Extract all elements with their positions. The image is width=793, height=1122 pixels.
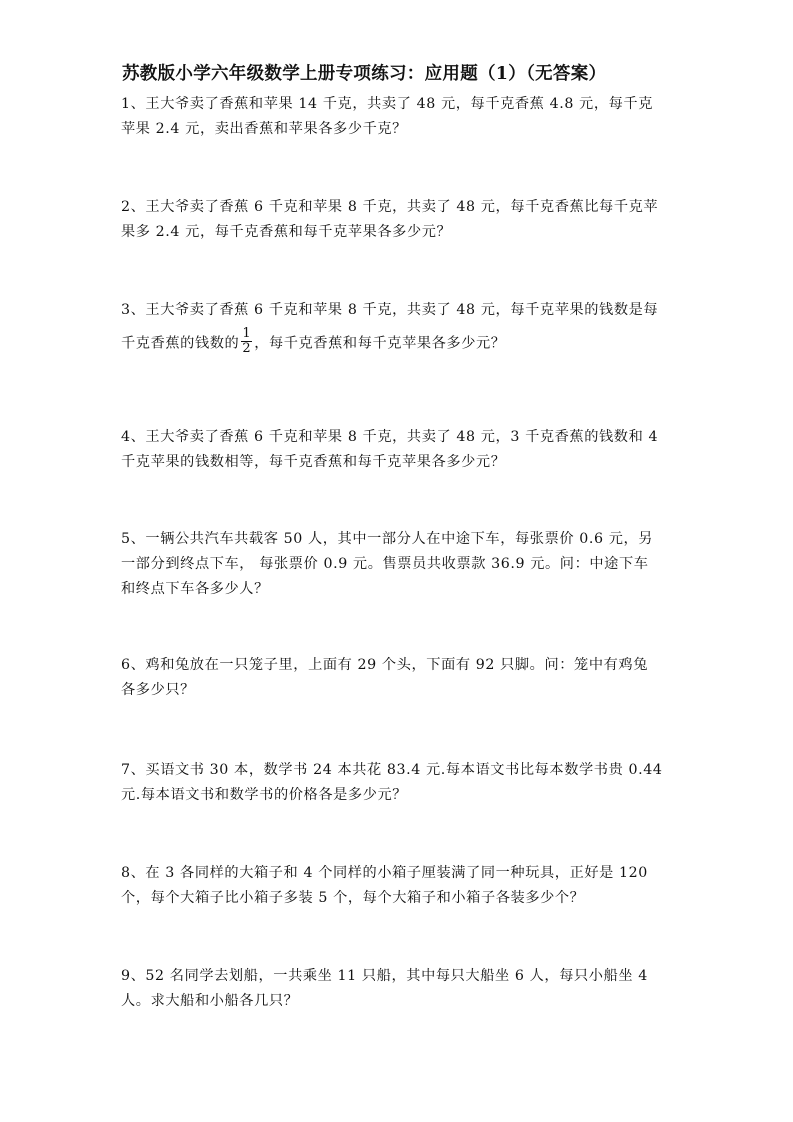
problem-text-line: 千克苹果的钱数相等，每千克香蕉和每千克苹果各多少元？: [121, 454, 506, 470]
problem-6: [121, 653, 677, 703]
fraction-numerator: 1: [242, 326, 252, 341]
problem-text-line: 2、王大爷卖了香蕉 6 千克和苹果 8 千克，共卖了 48 元，每千克香蕉比每千克苹: [121, 199, 659, 215]
problem-text-segment: 千克香蕉的钱数的: [121, 335, 240, 352]
problem-text-line: 3、王大爷卖了香蕉 6 千克和苹果 8 千克，共卖了 48 元，每千克苹果的钱数是每: [121, 302, 659, 318]
problem-text-line: 苹果 2.4 元，卖出香蕉和苹果各多少千克？: [121, 121, 407, 137]
fraction: [241, 327, 252, 356]
problem-5: [121, 527, 677, 602]
problem-text-line: 5、一辆公共汽车共载客 50 人，其中一部分人在中途下车，每张票价 0.6 元，另: [121, 531, 654, 547]
problem-text-line: 各多少只？: [121, 682, 195, 698]
problem-text-line: 9、52 名同学去划船，一共乘坐 11 只船，其中每只大船坐 6 人，每只小船坐 4: [121, 968, 648, 984]
problem-8: [121, 861, 677, 911]
problem-text-line: 一部分到终点下车， 每张票价 0.9 元。售票员共收票款 36.9 元。问：中途下车: [121, 556, 649, 572]
problem-4: [121, 425, 677, 475]
problem-text-line: 4、王大爷卖了香蕉 6 千克和苹果 8 千克，共卖了 48 元，3 千克香蕉的钱数和 4: [121, 429, 659, 445]
fraction-denominator: 2: [242, 341, 252, 356]
page-title: 苏教版小学六年级数学上册专项练习：应用题（1）（无答案）: [122, 64, 607, 84]
problem-text-line: 个，每个大箱子比小箱子多装 5 个，每个大箱子和小箱子各装多少个？: [121, 890, 585, 906]
problem-text-line: 人。求大船和小船各几只？: [121, 993, 299, 1009]
problem-text-line: 7、买语文书 30 本，数学书 24 本共花 83.4 元.每本语文书比每本数学书贵 0.44: [121, 762, 663, 778]
problem-7: [121, 758, 677, 808]
problem-9: [121, 964, 677, 1014]
problem-text-line: 元.每本语文书和数学书的价格各是多少元？: [121, 787, 408, 803]
problem-text-line: 8、在 3 各同样的大箱子和 4 个同样的小箱子厘装满了同一种玩具，正好是 120: [121, 865, 648, 881]
problem-text-line-with-fraction: [121, 326, 677, 358]
problem-text-segment: ，每千克香蕉和每千克苹果各多少元？: [254, 335, 506, 352]
problem-3: [121, 298, 677, 358]
problem-text-line: 和终点下车各多少人？: [121, 581, 269, 597]
problem-2: [121, 195, 677, 245]
problem-text-line: 1、王大爷卖了香蕉和苹果 14 千克，共卖了 48 元，每千克香蕉 4.8 元，每千克: [121, 96, 653, 112]
problem-1: [121, 92, 677, 142]
problem-text-line: 6、鸡和兔放在一只笼子里，上面有 29 个头，下面有 92 只脚。问：笼中有鸡兔: [121, 657, 648, 673]
problem-text-line: 果多 2.4 元，每千克香蕉和每千克苹果各多少元？: [121, 224, 452, 240]
